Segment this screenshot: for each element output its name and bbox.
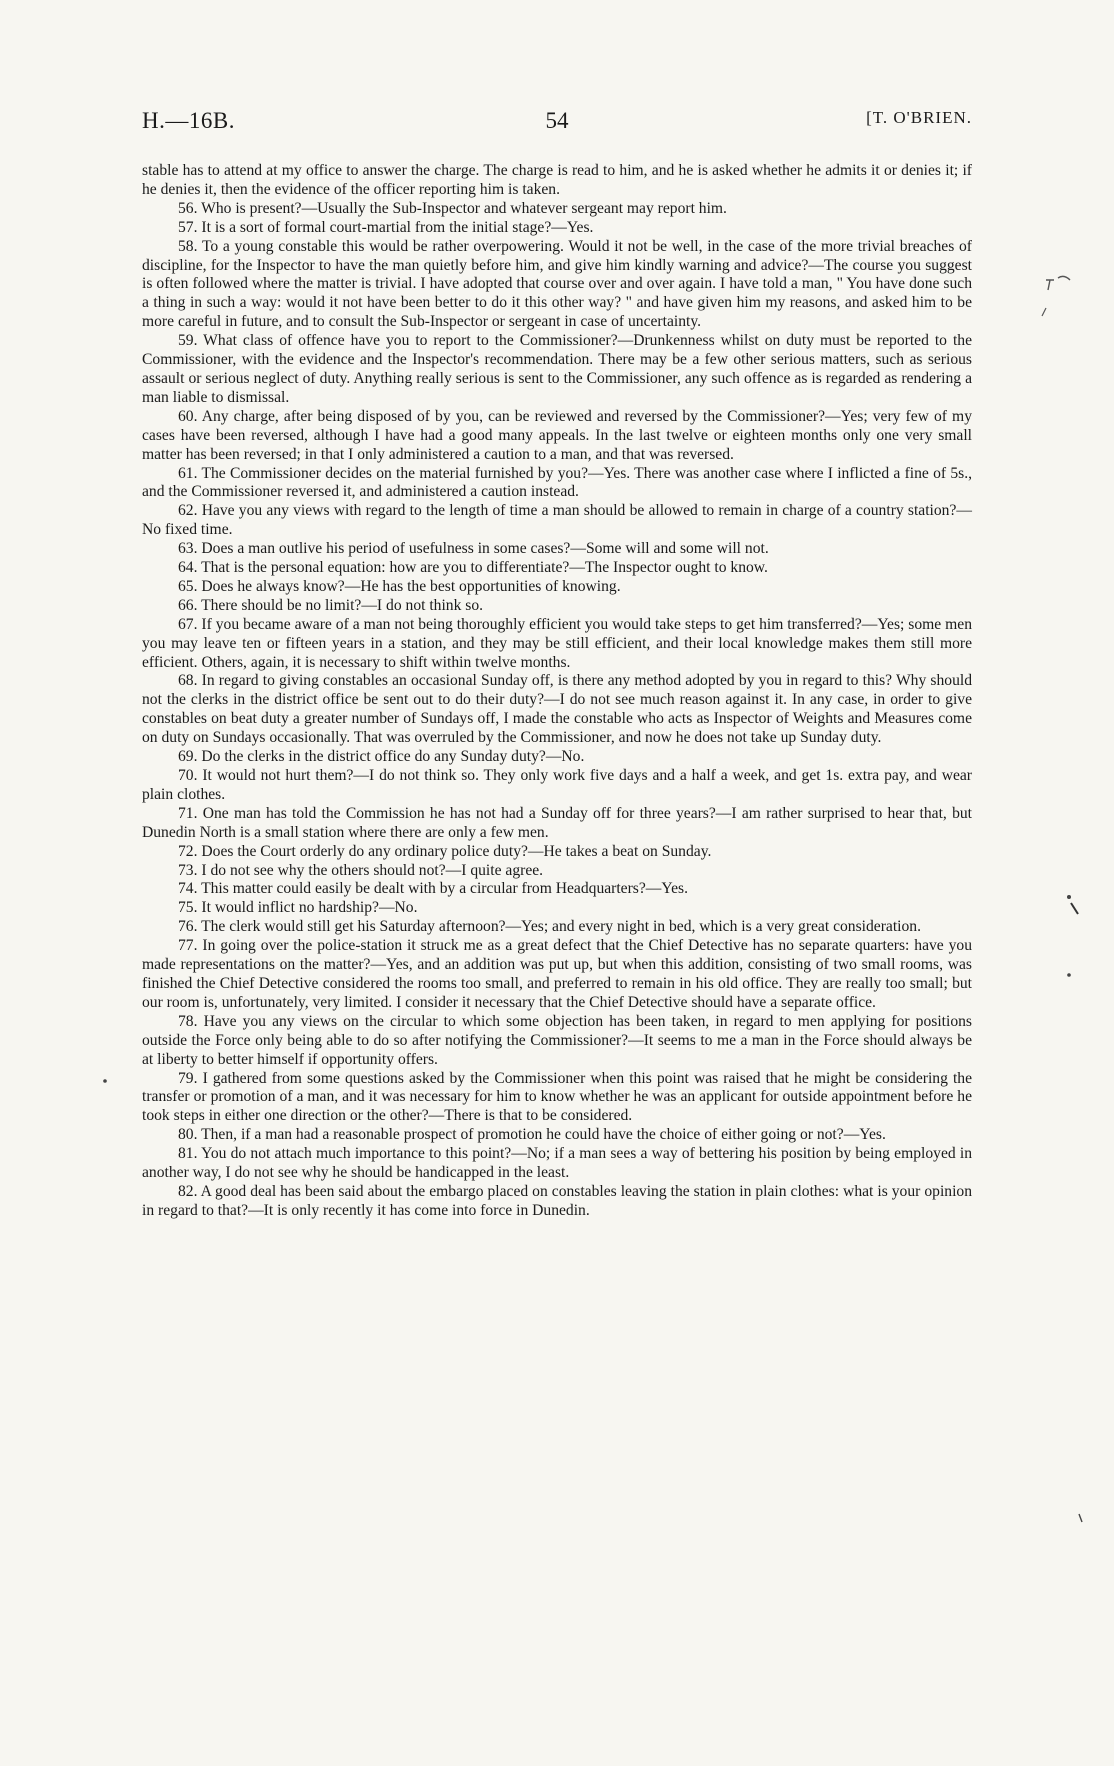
paragraph-q75: 75. It would inflict no hardship?—No. — [178, 899, 418, 917]
paragraph-q71: 71. One man has told the Commission he has not had a Sunday off for three years?—I am rather surprised to hear that, but Dunedin North is a small station where there are only a few men. — [142, 804, 972, 841]
margin-scan-mark — [1040, 272, 1080, 322]
page-header — [142, 108, 972, 148]
paragraph-q60: 60. Any charge, after being disposed of by you, can be reviewed and reversed by the Commissioner?—Yes; very few of my cases have been reversed, although I have had a good many appeals. In the last twelve or eighteen months only one very small matter has been reversed; in that I only administered a caution to a man, and that was reversed. — [142, 407, 972, 463]
paragraph-q65: 65. Does he always know?—He has the best opportunities of knowing. — [178, 577, 621, 595]
paragraph-q68: 68. In regard to giving constables an occasional Sunday off, is there any method adopted by you in regard to this? Why should not the clerks in the district office be sent out to do their duty?—I do not see much reason against it. In any case, in order to give constables on beat duty a greater number of Sundays off, I made the constable who acts as Inspector of Weights and Measures come on duty on Sundays occasionally. That was overruled by the Commissioner, and now he does not take up Sunday duty. — [142, 672, 972, 747]
page-number: 54 — [545, 108, 569, 133]
report-reference: H.—16B. — [142, 108, 235, 133]
paragraph-q64: 64. That is the personal equation: how are you to differentiate?—The Inspector ought to know. — [178, 559, 768, 577]
paragraph-q59: 59. What class of offence have you to report to the Commissioner?—Drunkenness whilst on duty must be reported to the Commissioner, with the evidence and the Inspector's recommendation. There may be a few other serious matters, such as serious assault or serious neglect of duty. Anything really serious is sent to the Commissioner, any such offence as is regarded as rendering a man liable to dismissal. — [142, 332, 972, 406]
paragraph-q62: 62. Have you any views with regard to the length of time a man should be allowed to remain in charge of a country station?—No fixed time. — [142, 502, 972, 539]
paragraph-q79: 79. I gathered from some questions asked by the Commissioner when this point was raised that he might be considering the transfer or promotion of a man, and it was necessary for him to know whether he was an applicant for outside appointment before he took steps in either one direction or the other?—There is that to be considered. — [142, 1069, 972, 1125]
paragraph-q66: 66. There should be no limit?—I do not think so. — [178, 596, 484, 614]
paragraph-q67: 67. If you became aware of a man not being thoroughly efficient you would take steps to get him transferred?—Yes; some men you may leave ten or fifteen years in a station, and they may be still efficient, and their local knowledge makes them still more efficient. Others, again, it is necessary to shift within twelve months. — [142, 615, 972, 671]
paragraph-q76: 76. The clerk would still get his Saturday afternoon?—Yes; and every night in bed, which is a very great consideration. — [178, 918, 921, 936]
paragraph-q61: 61. The Commissioner decides on the material furnished by you?—Yes. There was another case where I inflicted a fine of 5s., and the Commissioner reversed it, and administered a caution instead. — [142, 464, 972, 501]
paragraph-q57: 57. It is a sort of formal court-martial from the initial stage?—Yes. — [178, 218, 594, 236]
paragraph-q63: 63. Does a man outlive his period of usefulness in some cases?—Some will and some will not. — [178, 540, 769, 558]
testimony-body — [142, 162, 972, 1221]
paragraph-continuation: stable has to attend at my office to answer the charge. The charge is read to him, and he is asked whether he admits it or denies it; if he denies it, then the evidence of the officer reporting him is taken. — [142, 162, 972, 198]
paragraph-q81: 81. You do not attach much importance to this point?—No; if a man sees a way of bettering his position by being employed in another way, I do not see why he should be handicapped in the least. — [142, 1145, 972, 1182]
paragraph-q69: 69. Do the clerks in the district office do any Sunday duty?—No. — [178, 748, 585, 766]
paragraph-q72: 72. Does the Court orderly do any ordinary police duty?—He takes a beat on Sunday. — [178, 842, 712, 860]
paragraph-q74: 74. This matter could easily be dealt with by a circular from Headquarters?—Yes. — [178, 880, 688, 898]
left-margin-dot-mark — [100, 1076, 110, 1086]
paragraph-q73: 73. I do not see why the others should not?—I quite agree. — [178, 861, 544, 879]
paragraph-q58: 58. To a young constable this would be rather overpowering. Would it not be well, in the case of the more trivial breaches of discipline, for the Inspector to have the man quietly before him, and give him kindly warning and advice?—The course you suggest is often followed where the matter is trivial. I have adopted that course over and over again. I have told a man, " You have done such a thing in such a way: would it not have been better to do it this other way? " and have given him my reasons, and asked him to be more careful in future, and to consult the Sub-Inspector or sergeant in case of uncertainty. — [142, 237, 972, 331]
paragraph-q78: 78. Have you any views on the circular to which some objection has been taken, in regard to men applying for positions outside the Force only being able to do so after notifying the Commissioner?—It seems to me a man in the Force should always be at liberty to better himself if opportunity offers. — [142, 1012, 972, 1068]
paragraph-q82: 82. A good deal has been said about the embargo placed on constables leaving the station in plain clothes: what is your opinion in regard to that?—It is only recently it has come into force in Dunedin. — [142, 1182, 972, 1219]
paragraph-q80: 80. Then, if a man had a reasonable prospect of promotion he could have the choice of either going or not?—Yes. — [178, 1126, 886, 1144]
witness-name: [T. O'BRIEN. — [866, 108, 972, 127]
paragraph-q77: 77. In going over the police-station it struck me as a great defect that the Chief Detective has no separate quarters: have you made representations on the matter?—Yes, and an addition was put up, but when this addition, consisting of two small rooms, was finished the Chief Detective considered the rooms too small, and preferred to remain in his old office. They are really too small; but our room is, unfortunately, very limited. I consider it necessary that the Chief Detective should have a separate office. — [142, 937, 972, 1011]
paragraph-q70: 70. It would not hurt them?—I do not think so. They only work five days and a half a week, and get 1s. extra pay, and wear plain clothes. — [142, 767, 972, 803]
paragraph-q56: 56. Who is present?—Usually the Sub-Inspector and whatever sergeant may report him. — [178, 199, 727, 217]
right-margin-mark-bottom — [1076, 1512, 1086, 1526]
margin-tick-mark — [1068, 900, 1082, 920]
margin-dot-mark-lower — [1064, 970, 1074, 980]
